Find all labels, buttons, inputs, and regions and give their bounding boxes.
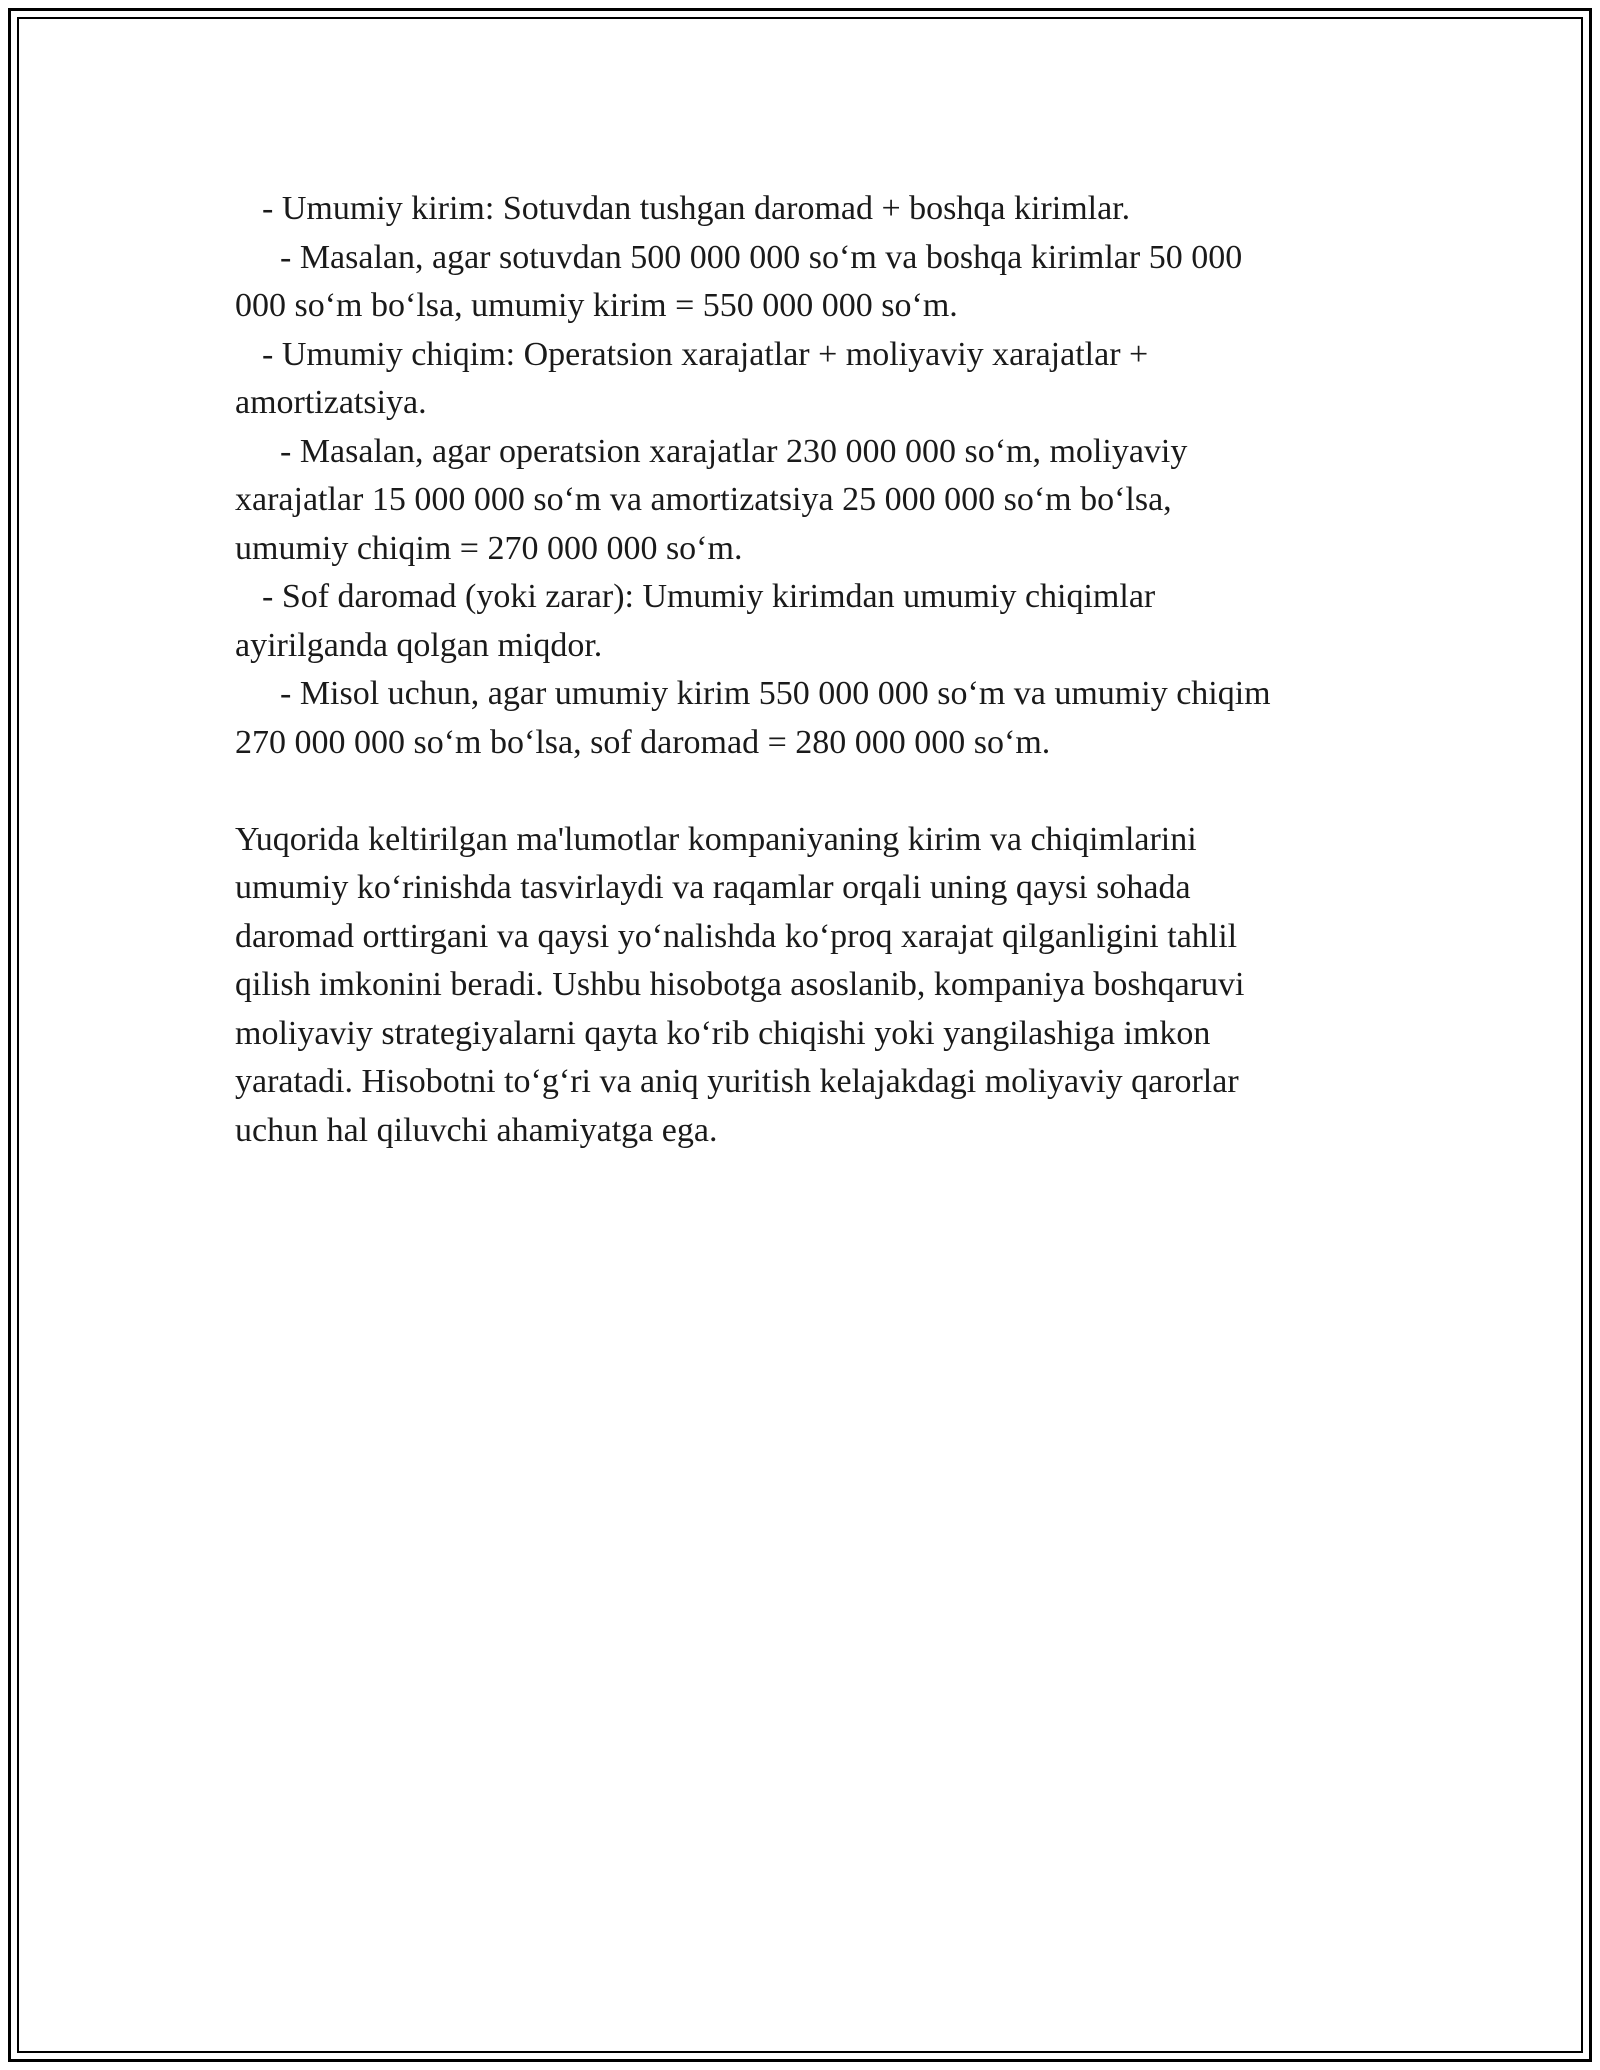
paragraph-line: umumiy ko‘rinishda tasvirlaydi va raqamlar orqali uning qaysi sohada	[235, 869, 1191, 906]
list-line-net-income-cont: ayirilganda qolgan miqdor.	[235, 626, 603, 664]
list-line-net-example-cont: 270 000 000 so‘m bo‘lsa, sof daromad = 280 000 000 so‘m.	[235, 723, 1051, 761]
list-line-income-example-cont: 000 so‘m bo‘lsa, umumiy kirim = 550 000 000 so‘m.	[235, 287, 958, 324]
list-line-total-income: - Umumiy kirim: Sotuvdan tushgan daromad + boshqa kirimlar.	[262, 190, 1131, 227]
document-body	[235, 185, 1365, 1155]
list-line-expense-example-cont-1: xarajatlar 15 000 000 so‘m va amortizatsiya 25 000 000 so‘m bo‘lsa,	[235, 481, 1172, 518]
list-line-net-example: - Misol uchun, agar umumiy kirim 550 000 000 so‘m va umumiy chiqim	[280, 675, 1271, 712]
paragraph-line: moliyaviy strategiyalarni qayta ko‘rib chiqishi yoki yangilashiga imkon	[235, 1014, 1211, 1052]
paragraph-line: daromad orttirgani va qaysi yo‘nalishda ko‘proq xarajat qilganligini tahlil	[235, 917, 1238, 955]
list-line-expense-example-cont-2: umumiy chiqim = 270 000 000 so‘m.	[235, 529, 743, 567]
list-line-income-example: - Masalan, agar sotuvdan 500 000 000 so‘m va boshqa kirimlar 50 000	[280, 238, 1243, 276]
paragraph-line: yaratadi. Hisobotni to‘g‘ri va aniq yuritish kelajakdagi moliyaviy qarorlar	[235, 1063, 1239, 1100]
paragraph-spacer	[235, 767, 1365, 816]
paragraph-line: qilish imkonini beradi. Ushbu hisobotga asoslanib, kompaniya boshqaruvi	[235, 966, 1245, 1003]
bullet-list	[235, 185, 1365, 767]
list-line-net-income: - Sof daromad (yoki zarar): Umumiy kirimdan umumiy chiqimlar	[262, 578, 1156, 615]
paragraph-line: Yuqorida keltirilgan ma'lumotlar kompaniyaning kirim va chiqimlarini	[235, 820, 1197, 858]
list-line-total-expense: - Umumiy chiqim: Operatsion xarajatlar + moliyaviy xarajatlar +	[262, 335, 1149, 373]
list-line-expense-example: - Masalan, agar operatsion xarajatlar 230 000 000 so‘m, moliyaviy	[280, 432, 1188, 470]
paragraph-line: uchun hal qiluvchi ahamiyatga ega.	[235, 1111, 718, 1149]
summary-paragraph	[235, 816, 1365, 1156]
list-line-total-expense-cont: amortizatsiya.	[235, 384, 427, 421]
